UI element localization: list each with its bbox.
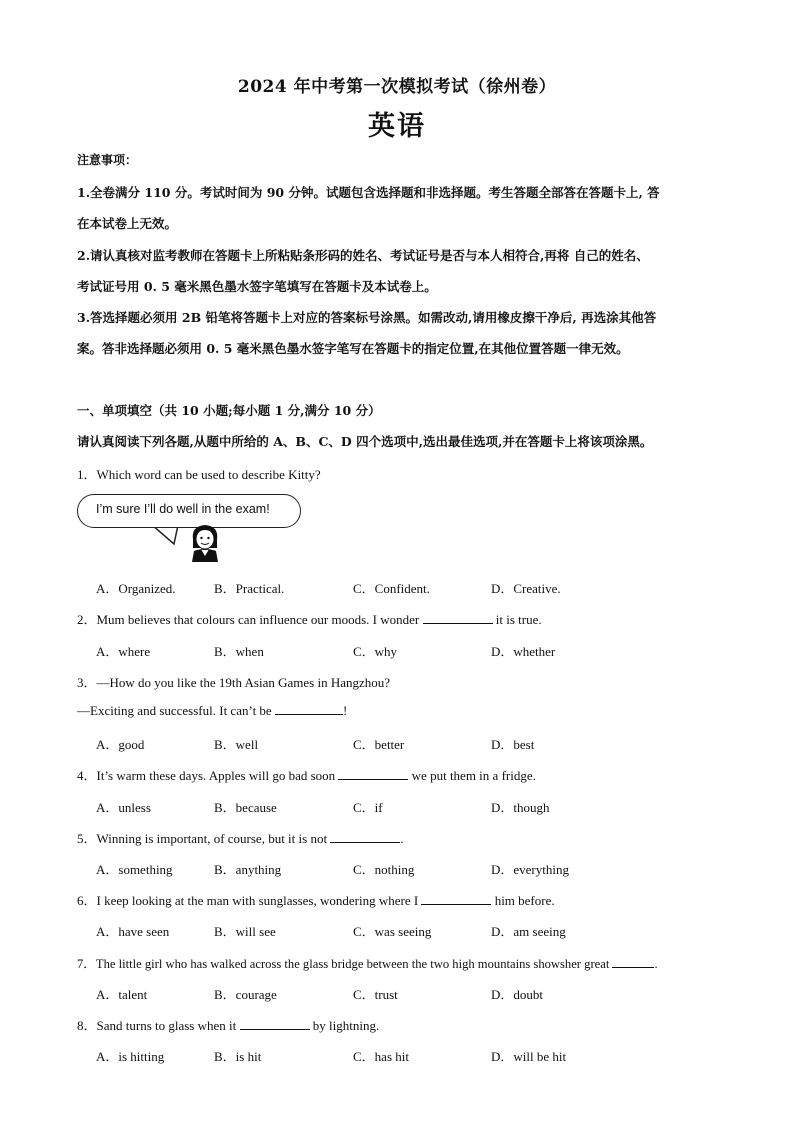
- q6-option-c[interactable]: C．was seeing: [353, 924, 432, 939]
- notice-line: 1.全卷满分 110 分。考试时间为 90 分钟。试题包含选择题和非选择题。考生答题全部答在答题卡上, 答: [77, 185, 660, 200]
- question-2-text-end: it is true.: [495, 612, 542, 627]
- q5-option-b[interactable]: B．anything: [214, 862, 282, 877]
- q5-option-d[interactable]: D．everything: [491, 862, 569, 877]
- q4-option-d[interactable]: D．though: [491, 800, 550, 815]
- q6-option-a[interactable]: A．have seen: [96, 924, 170, 939]
- question-8-text-end: by lightning.: [312, 1018, 380, 1033]
- q4-option-b[interactable]: B．because: [214, 800, 277, 815]
- notice-line: 案。答非选择题必须用 0. 5 毫米黑色墨水签字笔写在答题卡的指定位置,在其他位置答题一律无效。: [77, 341, 629, 356]
- question-8-stem: [77, 1015, 379, 1034]
- q3-option-d[interactable]: D．best: [491, 737, 535, 752]
- question-4-text: 4．It’s warm these days. Apples will go bad soon: [77, 768, 336, 783]
- question-5-text-end: .: [400, 831, 404, 846]
- question-6-text: 6．I keep looking at the man with sunglasses, wondering where I: [77, 893, 419, 908]
- answer-blank: [240, 1019, 310, 1030]
- q7-option-d[interactable]: D．doubt: [491, 987, 544, 1002]
- question-3-text-end: !: [342, 703, 348, 718]
- q7-option-a[interactable]: A．talent: [96, 987, 148, 1002]
- q3-option-b[interactable]: B．well: [214, 737, 259, 752]
- exam-title: 2024 年中考第一次模拟考试（徐州卷）: [237, 77, 557, 97]
- notice-line: 3.答选择题必须用 2B 铅笔将答题卡上对应的答案标号涂黑。如需改动,请用橡皮擦干净后, 再选涂其他答: [77, 310, 657, 325]
- q5-option-a[interactable]: A．something: [96, 862, 173, 877]
- q4-option-a[interactable]: A．unless: [96, 800, 151, 815]
- q1-option-a[interactable]: A．Organized.: [96, 581, 176, 596]
- q8-option-c[interactable]: C．has hit: [353, 1049, 409, 1064]
- q6-option-d[interactable]: D．am seeing: [491, 924, 566, 939]
- question-8-text: 8．Sand turns to glass when it: [77, 1018, 237, 1033]
- section-instruction: 请认真阅读下列各题,从题中所给的 A、B、C、D 四个选项中,选出最佳选项,并在答题卡上将该项涂黑。: [77, 434, 653, 449]
- answer-blank: [612, 957, 654, 968]
- notice-line: 在本试卷上无效。: [77, 216, 178, 231]
- speech-bubble-text: I’m sure I’ll do well in the exam!: [96, 502, 270, 516]
- q2-option-c[interactable]: C．why: [353, 644, 398, 659]
- question-3-response: [77, 703, 347, 719]
- question-2-text: 2．Mum believes that colours can influence our moods. I wonder: [77, 612, 420, 627]
- q8-option-d[interactable]: D．will be hit: [491, 1049, 567, 1064]
- question-4-text-end: we put them in a fridge.: [411, 768, 536, 783]
- question-5-stem: [77, 828, 404, 847]
- section-heading: 一、单项填空（共 10 小题;每小题 1 分,满分 10 分）: [77, 403, 381, 418]
- question-2-stem: [77, 609, 542, 628]
- question-7-text-end: .: [654, 957, 658, 971]
- q2-option-b[interactable]: B．when: [214, 644, 264, 659]
- question-7-stem: [77, 953, 658, 972]
- q1-option-d[interactable]: D．Creative.: [491, 581, 561, 596]
- notice-heading: 注意事项：: [77, 153, 138, 167]
- question-1-stem: 1．Which word can be used to describe Kitty?: [77, 467, 321, 482]
- q1-option-c[interactable]: C．Confident.: [353, 581, 430, 596]
- question-5-text: 5．Winning is important, of course, but it is not: [77, 831, 328, 846]
- answer-blank: [421, 894, 491, 905]
- question-3-stem: 3．—How do you like the 19th Asian Games in Hangzhou?: [77, 675, 391, 690]
- question-6-text-end: him before.: [494, 893, 555, 908]
- notice-line: 考试证号用 0. 5 毫米黑色墨水签字笔填写在答题卡及本试卷上。: [77, 279, 437, 294]
- q6-option-b[interactable]: B．will see: [214, 924, 276, 939]
- q7-option-b[interactable]: B．courage: [214, 987, 277, 1002]
- q3-option-c[interactable]: C．better: [353, 737, 405, 752]
- q2-option-d[interactable]: D．whether: [491, 644, 556, 659]
- q5-option-c[interactable]: C．nothing: [353, 862, 415, 877]
- question-7-text: 7．The little girl who has walked across the glass bridge between the two high mountains showsher great: [77, 957, 610, 971]
- q1-option-b[interactable]: B．Practical.: [214, 581, 285, 596]
- question-3-text: —Exciting and successful. It can’t be: [77, 703, 272, 718]
- answer-blank: [330, 832, 400, 843]
- notice-line: 2.请认真核对监考教师在答题卡上所粘贴条形码的姓名、考试证号是否与本人相符合,再将 自己的姓名、: [77, 248, 649, 263]
- question-4-stem: [77, 765, 536, 784]
- kitty-cartoon-icon: [185, 522, 225, 562]
- question-6-stem: [77, 890, 555, 909]
- q3-option-a[interactable]: A．good: [96, 737, 145, 752]
- q7-option-c[interactable]: C．trust: [353, 987, 398, 1002]
- q8-option-a[interactable]: A．is hitting: [96, 1049, 165, 1064]
- answer-blank: [423, 613, 493, 624]
- subject-title: 英语: [368, 111, 426, 142]
- answer-blank: [275, 704, 343, 715]
- q8-option-b[interactable]: B．is hit: [214, 1049, 262, 1064]
- q2-option-a[interactable]: A．where: [96, 644, 151, 659]
- answer-blank: [338, 769, 408, 780]
- q4-option-c[interactable]: C．if: [353, 800, 383, 815]
